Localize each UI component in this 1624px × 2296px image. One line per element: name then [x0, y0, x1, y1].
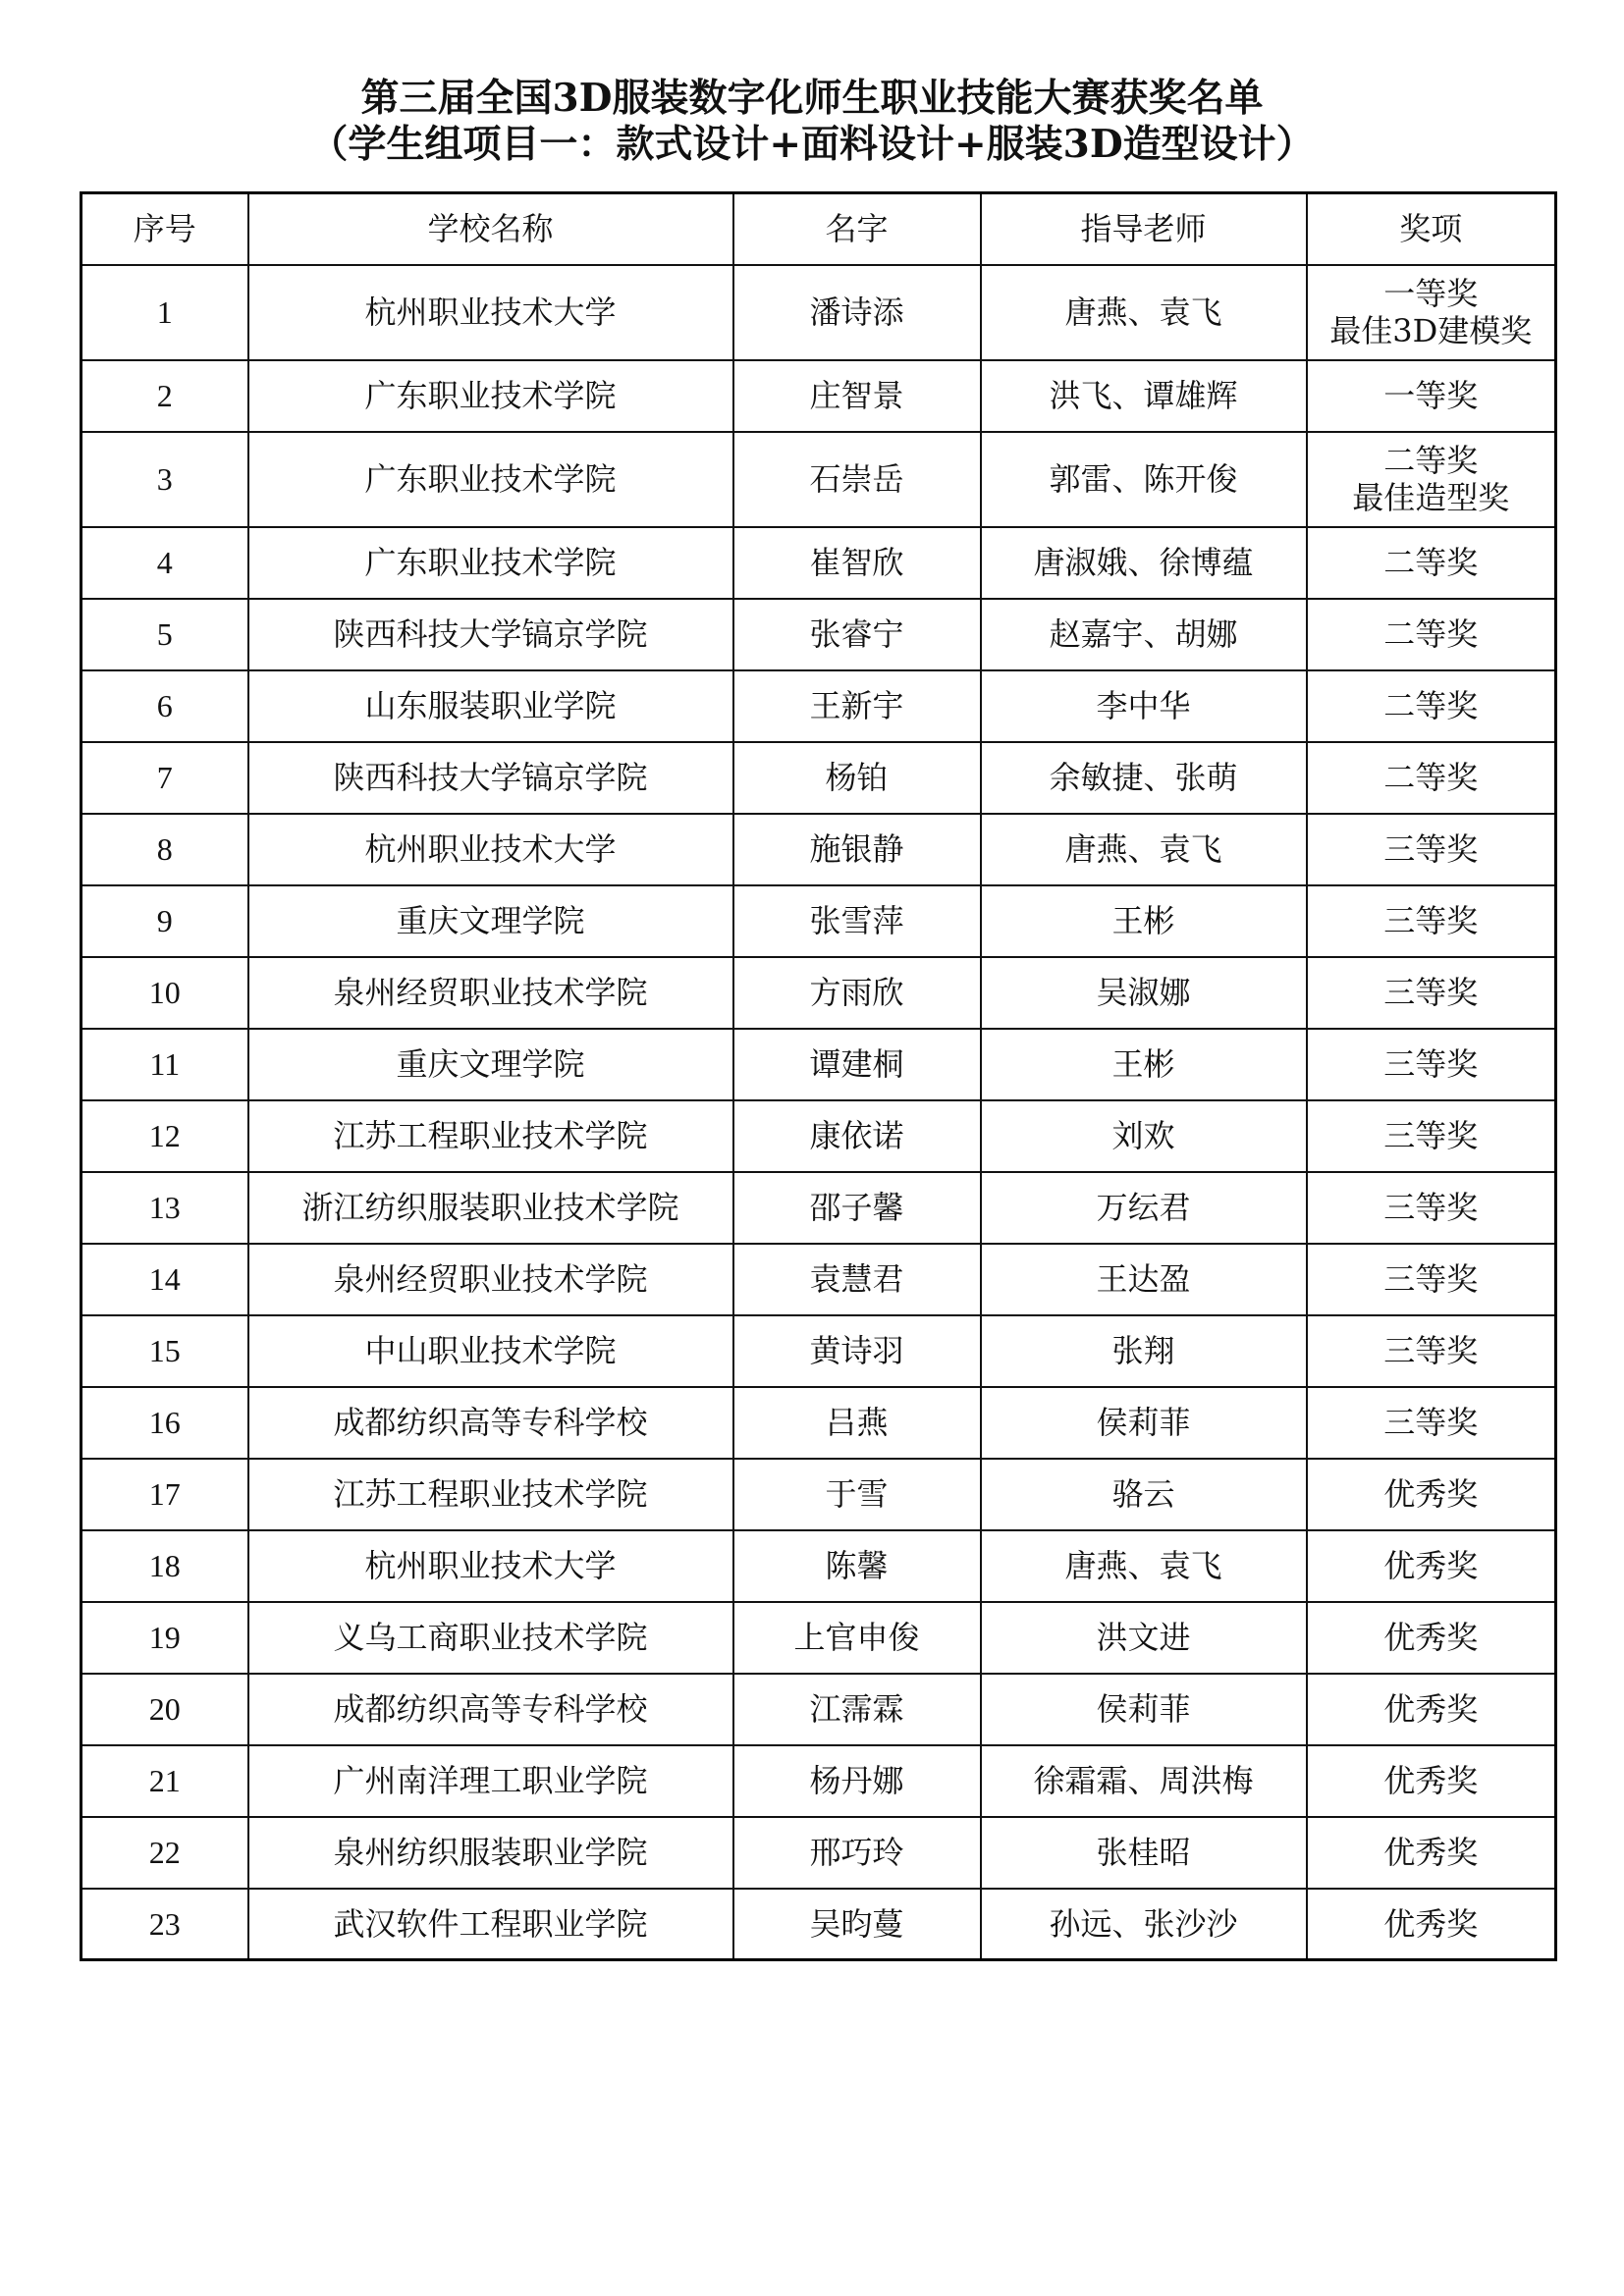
- cell-name: 杨铂: [733, 742, 981, 814]
- cell-name: 方雨欣: [733, 957, 981, 1029]
- award-label: 一等奖: [1383, 275, 1479, 312]
- cell-school: 杭州职业技术大学: [248, 265, 733, 360]
- cell-name: 邵子馨: [733, 1172, 981, 1244]
- cell-award: [1307, 599, 1556, 670]
- cell-no: 8: [81, 814, 248, 885]
- award-label: 优秀奖: [1383, 1690, 1479, 1728]
- cell-school: 重庆文理学院: [248, 1029, 733, 1100]
- cell-teacher: 郭雷、陈开俊: [981, 432, 1307, 527]
- cell-no: 10: [81, 957, 248, 1029]
- table-row: [81, 432, 1556, 527]
- award-label: 三等奖: [1383, 1045, 1479, 1083]
- cell-name: 黄诗羽: [733, 1315, 981, 1387]
- table-row: [81, 1244, 1556, 1315]
- cell-school: 江苏工程职业技术学院: [248, 1459, 733, 1530]
- cell-no: 17: [81, 1459, 248, 1530]
- cell-teacher: 赵嘉宇、胡娜: [981, 599, 1307, 670]
- cell-no: 12: [81, 1100, 248, 1172]
- table-row: [81, 885, 1556, 957]
- table-row: [81, 1459, 1556, 1530]
- cell-award: [1307, 1530, 1556, 1602]
- cell-school: 山东服装职业学院: [248, 670, 733, 742]
- cell-teacher: 孙远、张沙沙: [981, 1889, 1307, 1960]
- table-row: [81, 1530, 1556, 1602]
- cell-award: [1307, 1817, 1556, 1889]
- cell-school: 成都纺织高等专科学校: [248, 1674, 733, 1745]
- award-label: 优秀奖: [1383, 1547, 1479, 1584]
- table-row: [81, 1889, 1556, 1960]
- cell-name: 吴昀蔓: [733, 1889, 981, 1960]
- header-no: 序号: [81, 193, 248, 265]
- cell-no: 9: [81, 885, 248, 957]
- cell-award: [1307, 1029, 1556, 1100]
- cell-name: 张雪萍: [733, 885, 981, 957]
- cell-no: 22: [81, 1817, 248, 1889]
- table-row: [81, 1172, 1556, 1244]
- cell-no: 15: [81, 1315, 248, 1387]
- cell-name: 潘诗添: [733, 265, 981, 360]
- award-label: 最佳3D建模奖: [1329, 312, 1533, 349]
- cell-award: [1307, 1387, 1556, 1459]
- table-row: [81, 742, 1556, 814]
- table-row: [81, 1674, 1556, 1745]
- table-row: [81, 1602, 1556, 1674]
- cell-name: 吕燕: [733, 1387, 981, 1459]
- cell-teacher: 骆云: [981, 1459, 1307, 1530]
- award-label: 二等奖: [1383, 687, 1479, 724]
- cell-name: 庄智景: [733, 360, 981, 432]
- cell-award: [1307, 1244, 1556, 1315]
- cell-award: [1307, 670, 1556, 742]
- table-row: [81, 1745, 1556, 1817]
- cell-school: 浙江纺织服装职业技术学院: [248, 1172, 733, 1244]
- cell-teacher: 侯莉菲: [981, 1387, 1307, 1459]
- cell-school: 陕西科技大学镐京学院: [248, 599, 733, 670]
- cell-school: 中山职业技术学院: [248, 1315, 733, 1387]
- cell-school: 江苏工程职业技术学院: [248, 1100, 733, 1172]
- cell-award: [1307, 742, 1556, 814]
- cell-no: 4: [81, 527, 248, 599]
- award-table: [80, 191, 1557, 1961]
- cell-no: 1: [81, 265, 248, 360]
- cell-name: 石崇岳: [733, 432, 981, 527]
- cell-school: 广州南洋理工职业学院: [248, 1745, 733, 1817]
- cell-name: 谭建桐: [733, 1029, 981, 1100]
- cell-teacher: 吴淑娜: [981, 957, 1307, 1029]
- cell-award: [1307, 360, 1556, 432]
- cell-teacher: 张桂昭: [981, 1817, 1307, 1889]
- cell-teacher: 余敏捷、张萌: [981, 742, 1307, 814]
- cell-name: 陈馨: [733, 1530, 981, 1602]
- award-label: 三等奖: [1383, 1189, 1479, 1226]
- table-row: [81, 1029, 1556, 1100]
- page-title: 第三届全国3D服装数字化师生职业技能大赛获奖名单: [360, 76, 1264, 121]
- cell-teacher: 王达盈: [981, 1244, 1307, 1315]
- header-school: 学校名称: [248, 193, 733, 265]
- cell-school: 义乌工商职业技术学院: [248, 1602, 733, 1674]
- cell-no: 14: [81, 1244, 248, 1315]
- cell-award: [1307, 265, 1556, 360]
- table-row: [81, 1387, 1556, 1459]
- cell-award: [1307, 1602, 1556, 1674]
- cell-school: 陕西科技大学镐京学院: [248, 742, 733, 814]
- award-label: 最佳造型奖: [1352, 479, 1510, 516]
- table-row: [81, 1100, 1556, 1172]
- award-label: 优秀奖: [1383, 1762, 1479, 1799]
- header-name: 名字: [733, 193, 981, 265]
- award-label: 二等奖: [1383, 615, 1479, 653]
- award-label: 三等奖: [1383, 830, 1479, 868]
- table-body: [81, 265, 1556, 1960]
- award-label: 优秀奖: [1383, 1475, 1479, 1513]
- cell-no: 6: [81, 670, 248, 742]
- cell-no: 16: [81, 1387, 248, 1459]
- header-award: 奖项: [1307, 193, 1556, 265]
- cell-teacher: 唐燕、袁飞: [981, 265, 1307, 360]
- award-label: 三等奖: [1383, 902, 1479, 939]
- cell-no: 18: [81, 1530, 248, 1602]
- cell-no: 3: [81, 432, 248, 527]
- cell-name: 江霈霖: [733, 1674, 981, 1745]
- cell-award: [1307, 1459, 1556, 1530]
- cell-award: [1307, 432, 1556, 527]
- cell-no: 2: [81, 360, 248, 432]
- cell-teacher: 徐霜霜、周洪梅: [981, 1745, 1307, 1817]
- cell-teacher: 刘欢: [981, 1100, 1307, 1172]
- cell-award: [1307, 527, 1556, 599]
- cell-no: 23: [81, 1889, 248, 1960]
- cell-award: [1307, 1745, 1556, 1817]
- cell-award: [1307, 1674, 1556, 1745]
- table-header-row: [81, 193, 1556, 265]
- cell-name: 施银静: [733, 814, 981, 885]
- award-label: 二等奖: [1383, 544, 1479, 581]
- award-label: 一等奖: [1383, 377, 1479, 414]
- cell-award: [1307, 885, 1556, 957]
- cell-school: 泉州纺织服装职业学院: [248, 1817, 733, 1889]
- cell-teacher: 唐燕、袁飞: [981, 1530, 1307, 1602]
- cell-name: 邢巧玲: [733, 1817, 981, 1889]
- cell-no: 20: [81, 1674, 248, 1745]
- cell-name: 杨丹娜: [733, 1745, 981, 1817]
- cell-no: 7: [81, 742, 248, 814]
- cell-school: 杭州职业技术大学: [248, 814, 733, 885]
- table-row: [81, 1817, 1556, 1889]
- table-row: [81, 957, 1556, 1029]
- cell-award: [1307, 1315, 1556, 1387]
- cell-school: 武汉软件工程职业学院: [248, 1889, 733, 1960]
- cell-no: 19: [81, 1602, 248, 1674]
- table-row: [81, 265, 1556, 360]
- cell-award: [1307, 1889, 1556, 1960]
- cell-award: [1307, 1100, 1556, 1172]
- cell-school: 广东职业技术学院: [248, 360, 733, 432]
- cell-school: 广东职业技术学院: [248, 432, 733, 527]
- cell-award: [1307, 1172, 1556, 1244]
- cell-no: 5: [81, 599, 248, 670]
- page-subtitle: （学生组项目一：款式设计+面料设计+服装3D造型设计）: [309, 122, 1315, 167]
- cell-school: 杭州职业技术大学: [248, 1530, 733, 1602]
- cell-name: 张睿宁: [733, 599, 981, 670]
- cell-teacher: 洪文进: [981, 1602, 1307, 1674]
- cell-no: 13: [81, 1172, 248, 1244]
- table-row: [81, 814, 1556, 885]
- cell-award: [1307, 957, 1556, 1029]
- award-label: 三等奖: [1383, 1117, 1479, 1154]
- cell-name: 于雪: [733, 1459, 981, 1530]
- cell-no: 21: [81, 1745, 248, 1817]
- cell-school: 泉州经贸职业技术学院: [248, 957, 733, 1029]
- cell-teacher: 唐淑娥、徐博蕴: [981, 527, 1307, 599]
- cell-name: 上官申俊: [733, 1602, 981, 1674]
- cell-no: 11: [81, 1029, 248, 1100]
- cell-name: 康依诺: [733, 1100, 981, 1172]
- cell-name: 王新宇: [733, 670, 981, 742]
- table-row: [81, 599, 1556, 670]
- cell-teacher: 洪飞、谭雄辉: [981, 360, 1307, 432]
- award-label: 优秀奖: [1383, 1619, 1479, 1656]
- award-label: 二等奖: [1383, 759, 1479, 796]
- cell-name: 崔智欣: [733, 527, 981, 599]
- award-label: 二等奖: [1383, 442, 1479, 479]
- cell-name: 袁慧君: [733, 1244, 981, 1315]
- header-teacher: 指导老师: [981, 193, 1307, 265]
- cell-school: 成都纺织高等专科学校: [248, 1387, 733, 1459]
- cell-teacher: 王彬: [981, 1029, 1307, 1100]
- cell-school: 重庆文理学院: [248, 885, 733, 957]
- table-row: [81, 1315, 1556, 1387]
- award-label: 三等奖: [1383, 974, 1479, 1011]
- award-label: 优秀奖: [1383, 1834, 1479, 1871]
- table-row: [81, 527, 1556, 599]
- cell-school: 泉州经贸职业技术学院: [248, 1244, 733, 1315]
- cell-award: [1307, 814, 1556, 885]
- cell-teacher: 唐燕、袁飞: [981, 814, 1307, 885]
- cell-teacher: 张翔: [981, 1315, 1307, 1387]
- cell-teacher: 万纭君: [981, 1172, 1307, 1244]
- table-row: [81, 360, 1556, 432]
- cell-teacher: 侯莉菲: [981, 1674, 1307, 1745]
- cell-teacher: 王彬: [981, 885, 1307, 957]
- award-label: 三等奖: [1383, 1332, 1479, 1369]
- cell-school: 广东职业技术学院: [248, 527, 733, 599]
- award-label: 三等奖: [1383, 1404, 1479, 1441]
- cell-teacher: 李中华: [981, 670, 1307, 742]
- award-label: 三等奖: [1383, 1260, 1479, 1298]
- award-label: 优秀奖: [1383, 1904, 1479, 1943]
- table-row: [81, 670, 1556, 742]
